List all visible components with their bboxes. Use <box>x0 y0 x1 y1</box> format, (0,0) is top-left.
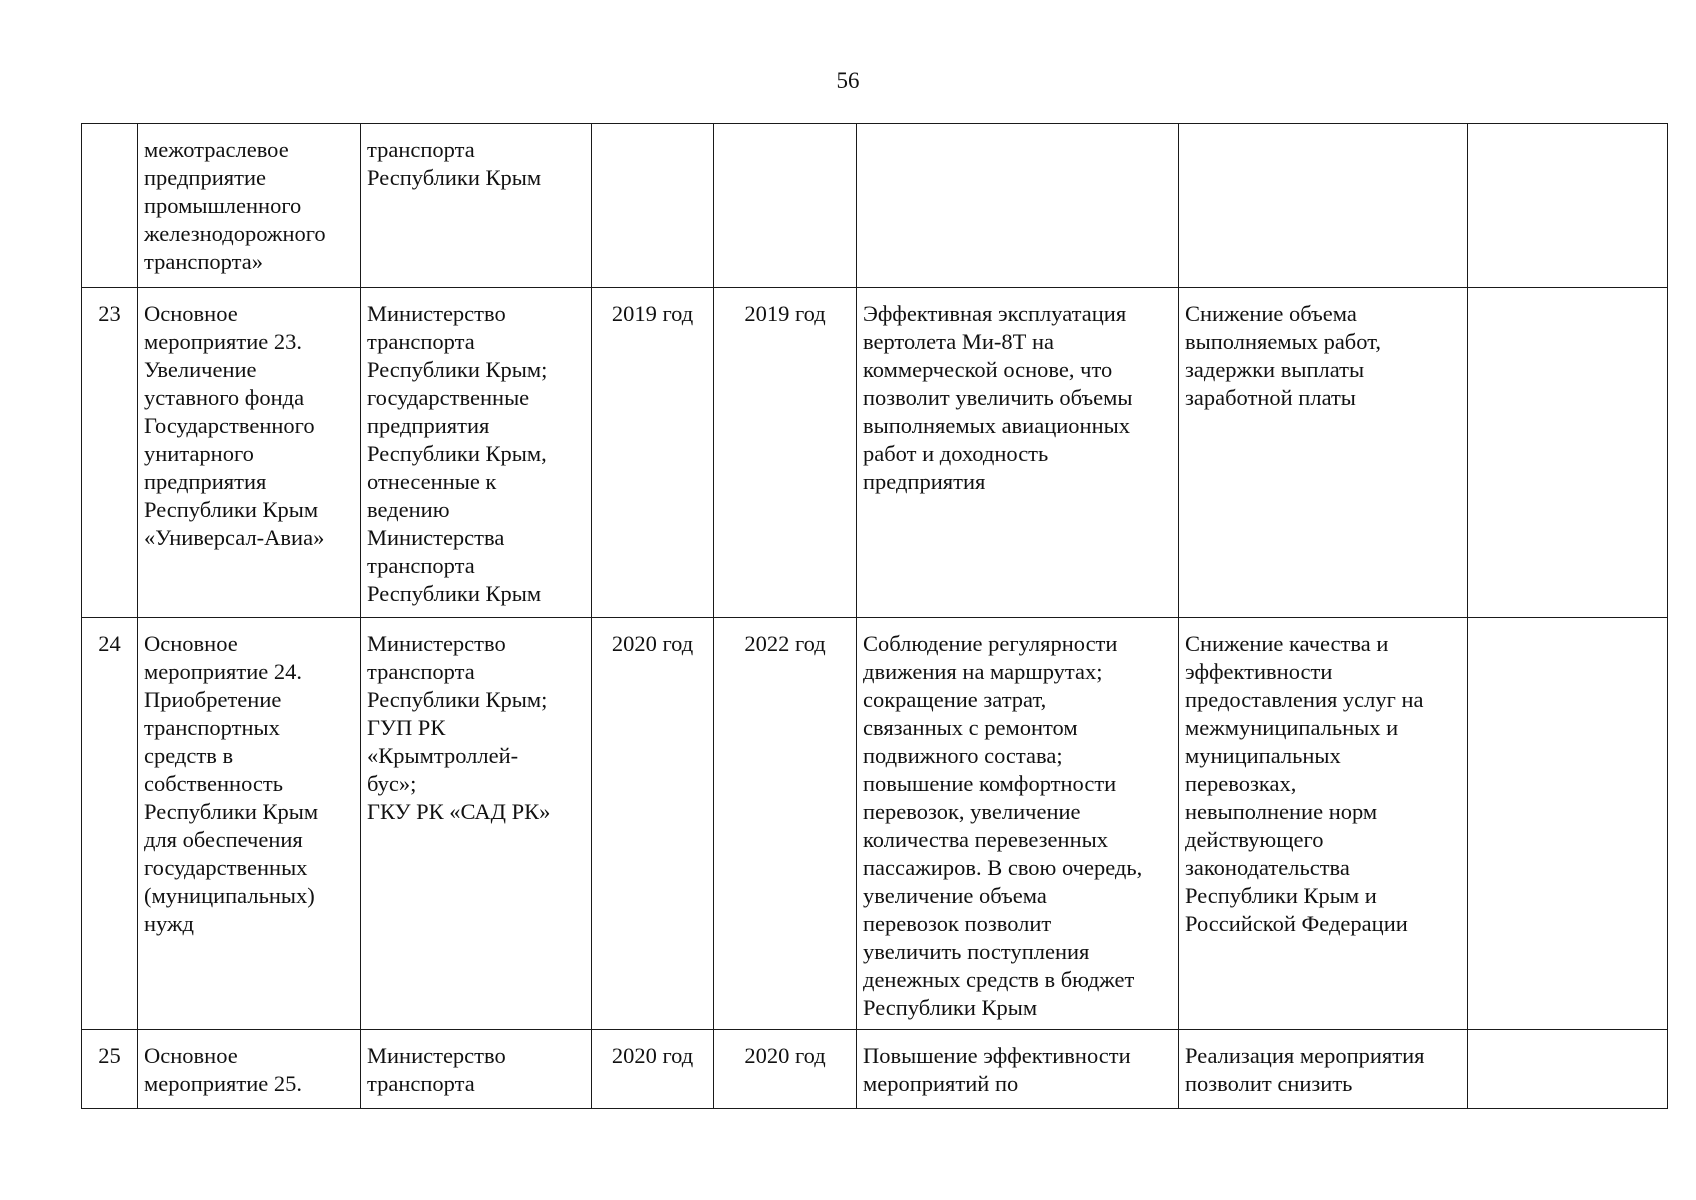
cell-event-name: межотраслевое предприятие промышленного железнодорожного транспорта» <box>138 124 361 288</box>
cell-end-year: 2020 год <box>714 1030 857 1109</box>
cell-start-year: 2019 год <box>592 288 714 618</box>
cell-event-name: Основное мероприятие 25. <box>138 1030 361 1109</box>
cell-expected-result: Повышение эффективности мероприятий по <box>857 1030 1179 1109</box>
cell-executor: Министерство транспорта Республики Крым; государственные предприятия Республики Крым, отнесенные к ведению Министерства транспорта Республики Крым <box>361 288 592 618</box>
cell-executor: Министерство транспорта <box>361 1030 592 1109</box>
cell-indicator-link <box>1468 124 1668 288</box>
cell-indicator-link <box>1468 618 1668 1030</box>
cell-end-year <box>714 124 857 288</box>
cell-start-year <box>592 124 714 288</box>
cell-number: 24 <box>82 618 138 1030</box>
program-events-table <box>81 123 1668 1109</box>
cell-end-year: 2019 год <box>714 288 857 618</box>
cell-consequences: Реализация мероприятия позволит снизить <box>1179 1030 1468 1109</box>
cell-indicator-link <box>1468 1030 1668 1109</box>
table-row-25 <box>82 1030 1668 1109</box>
cell-expected-result <box>857 124 1179 288</box>
table-row-24 <box>82 618 1668 1030</box>
cell-number: 25 <box>82 1030 138 1109</box>
cell-executor: Министерство транспорта Республики Крым; ГУП РК «Крымтроллей- бус»; ГКУ РК «САД РК» <box>361 618 592 1030</box>
cell-event-name: Основное мероприятие 24. Приобретение транспортных средств в собственность Республики Крым для обеспечения государственных (муниципальных) нужд <box>138 618 361 1030</box>
cell-start-year: 2020 год <box>592 618 714 1030</box>
cell-executor: транспорта Республики Крым <box>361 124 592 288</box>
cell-indicator-link <box>1468 288 1668 618</box>
cell-expected-result: Эффективная эксплуатация вертолета Ми-8Т на коммерческой основе, что позволит увеличить объемы выполняемых авиационных работ и доходность предприятия <box>857 288 1179 618</box>
cell-end-year: 2022 год <box>714 618 857 1030</box>
table-row-23 <box>82 288 1668 618</box>
cell-consequences: Снижение объема выполняемых работ, задержки выплаты заработной платы <box>1179 288 1468 618</box>
cell-expected-result: Соблюдение регулярности движения на маршрутах; сокращение затрат, связанных с ремонтом подвижного состава; повышение комфортности перевозок, увеличение количества перевезенных пассажиров. В свою очередь, увеличение объема перевозок позволит увеличить поступления денежных средств в бюджет Республики Крым <box>857 618 1179 1030</box>
cell-consequences <box>1179 124 1468 288</box>
page-number: 56 <box>836 68 860 93</box>
cell-number: 23 <box>82 288 138 618</box>
cell-event-name: Основное мероприятие 23. Увеличение уставного фонда Государственного унитарного предприятия Республики Крым «Универсал-Авиа» <box>138 288 361 618</box>
table-row-continuation <box>82 124 1668 288</box>
cell-consequences: Снижение качества и эффективности предоставления услуг на межмуниципальных и муниципальных перевозках, невыполнение норм действующего законодательства Республики Крым и Российской Федерации <box>1179 618 1468 1030</box>
cell-number <box>82 124 138 288</box>
cell-start-year: 2020 год <box>592 1030 714 1109</box>
